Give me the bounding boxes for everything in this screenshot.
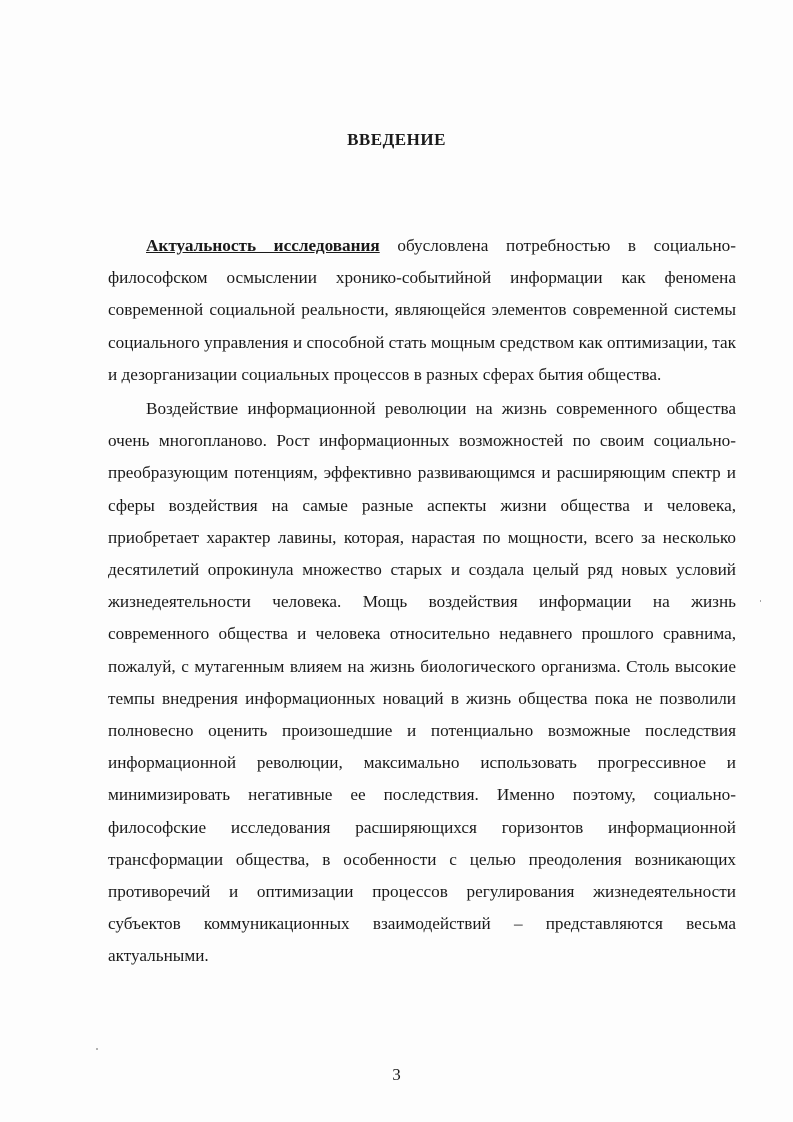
scan-speck <box>760 600 761 602</box>
paragraph-relevance-text: обусловлена потребностью в социально-философском осмыслении хронико-событийной информации как феномена современной социальной реальности, являющейся элементов современной системы социального управления и способной стать мощным средством как оптимизации, так и дезорганизации социальных процессов в разных сферах бытия общества. <box>108 236 737 384</box>
body-text <box>108 230 736 973</box>
paragraph-lead-term: Актуальность исследования <box>146 236 380 255</box>
scan-speck <box>96 1048 98 1050</box>
paragraph-relevance <box>108 230 736 391</box>
paragraph-impact: Воздействие информационной революции на жизнь современного общества очень многопланово. Рост информационных возможностей по своим социально-преобразующим потенциям, эффективно развивающимся и расширяющим спектр и сферы воздействия на самые разные аспекты жизни общества и человека, приобретает характер лавины, которая, нарастая по мощности, всего за несколько десятилетий опрокинула множество старых и создала целый ряд новых условий жизнедеятельности человека. Мощь воздействия информации на жизнь современного общества и человека относительно недавнего прошлого сравнима, пожалуй, с мутагенным влияем на жизнь биологического организма. Столь высокие темпы внедрения информационных новаций в жизнь общества пока не позволили полновесно оценить произошедшие и потенциально возможные последствия информационной революции, максимально использовать прогрессивное и минимизировать негативные ее последствия. Именно поэтому, социально-философские исследования расширяющихся горизонтов информационной трансформации общества, в особенности с целью преодоления возникающих противоречий и оптимизации процессов регулирования жизнедеятельности субъектов коммуникационных взаимодействий – представляются весьма актуальными. <box>108 399 736 966</box>
page-number: 3 <box>392 1065 401 1084</box>
page-title: ВВЕДЕНИЕ <box>347 130 446 149</box>
